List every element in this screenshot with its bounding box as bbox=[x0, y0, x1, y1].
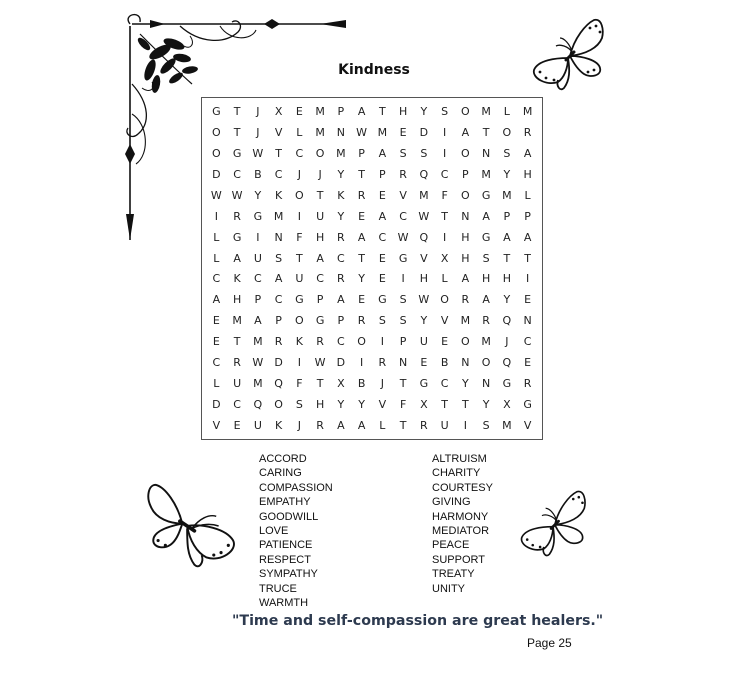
grid-cell: E bbox=[441, 335, 449, 349]
grid-cell: H bbox=[502, 272, 512, 286]
grid-cell: T bbox=[358, 251, 365, 265]
quote: "Time and self-compassion are great healers." bbox=[232, 613, 604, 629]
grid-cell: A bbox=[316, 251, 324, 265]
grid-cell: M bbox=[315, 104, 325, 118]
grid-cell: C bbox=[212, 356, 221, 370]
grid-cell: L bbox=[379, 419, 386, 433]
grid-cell: Y bbox=[337, 167, 345, 181]
word-search-grid bbox=[201, 97, 543, 440]
grid-cell: W bbox=[418, 293, 430, 307]
word-list-item: EMPATHY bbox=[259, 496, 311, 509]
grid-cell: H bbox=[523, 167, 532, 181]
grid-cell: L bbox=[441, 272, 448, 286]
grid-cell: R bbox=[337, 272, 345, 286]
word-list-right bbox=[432, 452, 493, 596]
grid-cell: T bbox=[524, 251, 531, 265]
grid-cell: U bbox=[233, 377, 242, 391]
butterfly-icon bbox=[146, 480, 238, 572]
grid-cell: A bbox=[482, 293, 490, 307]
grid-cell: G bbox=[232, 230, 242, 244]
grid-cell: J bbox=[318, 167, 322, 181]
grid-cell: T bbox=[503, 251, 511, 265]
grid-cell: P bbox=[275, 314, 282, 328]
grid-cell: C bbox=[274, 293, 283, 307]
grid-cell: T bbox=[233, 125, 241, 139]
grid-cell: R bbox=[357, 188, 366, 202]
grid-cell: L bbox=[296, 125, 303, 139]
grid-cell: Q bbox=[419, 167, 429, 181]
grid-cell: W bbox=[356, 125, 368, 139]
grid-cell: C bbox=[378, 230, 387, 244]
grid-cell: F bbox=[441, 188, 448, 202]
grid-cell: A bbox=[482, 209, 490, 223]
grid-cell: K bbox=[275, 419, 283, 433]
grid-cell: M bbox=[502, 419, 512, 433]
grid-cell: M bbox=[336, 146, 346, 160]
grid-cell: I bbox=[360, 356, 364, 370]
grid-cell: R bbox=[316, 335, 324, 349]
word-list-item: TRUCE bbox=[259, 582, 297, 595]
grid-cell: L bbox=[524, 188, 531, 202]
grid-cell: W bbox=[252, 146, 264, 160]
grid-cell: I bbox=[443, 230, 447, 244]
grid-cell: X bbox=[274, 104, 283, 118]
grid-cell: C bbox=[254, 272, 262, 286]
grid-cell: E bbox=[212, 314, 220, 328]
grid-cell: G bbox=[212, 104, 221, 118]
grid-cell: X bbox=[420, 398, 428, 412]
grid-cell: C bbox=[295, 146, 304, 160]
grid-cell: H bbox=[398, 104, 408, 118]
grid-cell: Q bbox=[253, 398, 263, 412]
grid-cell: O bbox=[274, 398, 283, 412]
grid-cell: Y bbox=[358, 272, 365, 286]
grid-cell: C bbox=[440, 377, 449, 391]
grid-cell: R bbox=[316, 419, 324, 433]
grid-cell: U bbox=[295, 272, 304, 286]
grid-cell: P bbox=[337, 104, 345, 118]
grid-cell: P bbox=[358, 146, 365, 160]
grid-cell: G bbox=[295, 293, 304, 307]
grid-cell: I bbox=[297, 209, 301, 223]
grid-cell: T bbox=[358, 167, 365, 181]
grid-cell: R bbox=[420, 419, 428, 433]
grid-cell: R bbox=[233, 356, 241, 370]
grid-cell: D bbox=[212, 167, 221, 181]
grid-cell: E bbox=[233, 419, 241, 433]
grid-cell: O bbox=[295, 314, 304, 328]
grid-cell: M bbox=[253, 335, 263, 349]
grid-cell: M bbox=[460, 314, 471, 328]
grid-cell: N bbox=[461, 356, 470, 370]
grid-cell: B bbox=[254, 167, 262, 181]
grid-cell: E bbox=[524, 356, 532, 370]
grid-cell: E bbox=[378, 188, 386, 202]
grid-cell: Q bbox=[502, 314, 512, 328]
grid-cell: W bbox=[210, 188, 222, 202]
grid-cell: N bbox=[523, 314, 532, 328]
grid-cell: O bbox=[440, 293, 449, 307]
grid-cell: A bbox=[461, 125, 470, 139]
grid-cell: A bbox=[461, 272, 470, 286]
grid-cell: T bbox=[233, 335, 241, 349]
grid-cell: T bbox=[462, 398, 469, 412]
grid-cell: P bbox=[524, 209, 531, 223]
grid-cell: R bbox=[274, 335, 283, 349]
grid-cell: R bbox=[337, 230, 345, 244]
grid-cell: A bbox=[337, 419, 345, 433]
grid-cell: B bbox=[357, 377, 366, 391]
grid-cell: T bbox=[399, 377, 407, 391]
grid-cell: U bbox=[316, 209, 325, 223]
grid-cell: W bbox=[231, 188, 243, 202]
grid-cell: N bbox=[482, 377, 491, 391]
grid-cell: O bbox=[502, 125, 512, 139]
grid-cell: G bbox=[232, 146, 242, 160]
grid-cell: A bbox=[212, 293, 221, 307]
grid-cell: O bbox=[461, 188, 470, 202]
grid-cell: K bbox=[337, 188, 345, 202]
butterfly-icon bbox=[518, 488, 588, 558]
grid-cell: D bbox=[212, 398, 221, 412]
word-list-item: TREATY bbox=[432, 568, 475, 581]
grid-cell: B bbox=[440, 356, 449, 370]
grid-cell: S bbox=[295, 398, 303, 412]
word-list-item: UNITY bbox=[432, 582, 465, 595]
grid-cell: C bbox=[399, 209, 407, 223]
grid-cell: O bbox=[481, 356, 491, 370]
grid-cell: M bbox=[481, 104, 491, 118]
grid-cell: R bbox=[523, 125, 532, 139]
grid-cell: T bbox=[441, 398, 448, 412]
grid-cell: O bbox=[461, 146, 470, 160]
grid-cell: R bbox=[523, 377, 532, 391]
word-list-item: CARING bbox=[259, 467, 302, 480]
grid-cell: E bbox=[212, 335, 220, 349]
word-list-item: ACCORD bbox=[259, 453, 307, 465]
grid-cell: W bbox=[418, 209, 430, 223]
grid-cell: Q bbox=[419, 230, 429, 244]
grid-cell: G bbox=[378, 293, 387, 307]
grid-cell: T bbox=[316, 188, 324, 202]
grid-cell: O bbox=[461, 335, 470, 349]
grid-cell: K bbox=[233, 272, 241, 286]
grid-cell: O bbox=[295, 188, 304, 202]
grid-cell: R bbox=[399, 167, 407, 181]
grid-cell: A bbox=[378, 146, 387, 160]
grid-cell: C bbox=[233, 398, 241, 412]
grid-cell: O bbox=[315, 146, 325, 160]
grid-cell: A bbox=[274, 272, 283, 286]
grid-cell: J bbox=[297, 167, 301, 181]
grid-cell: R bbox=[378, 356, 387, 370]
grid-cell: H bbox=[461, 251, 470, 265]
grid-cell: W bbox=[252, 356, 264, 370]
grid-cell: S bbox=[503, 146, 511, 160]
grid-cell: A bbox=[378, 209, 387, 223]
grid-cell: S bbox=[420, 146, 428, 160]
grid-cell: A bbox=[337, 293, 345, 307]
word-list-item: HARMONY bbox=[432, 510, 489, 523]
grid-cell: Y bbox=[337, 398, 345, 412]
grid-cell: G bbox=[419, 377, 429, 391]
grid-cell: L bbox=[213, 251, 220, 265]
grid-cell: Y bbox=[420, 314, 428, 328]
grid-cell: G bbox=[315, 314, 325, 328]
grid-cell: I bbox=[297, 356, 301, 370]
grid-cell: A bbox=[357, 419, 366, 433]
grid-cell: N bbox=[482, 146, 491, 160]
word-list-item: PATIENCE bbox=[259, 539, 313, 552]
grid-cell: V bbox=[399, 188, 407, 202]
grid-cell: L bbox=[503, 104, 510, 118]
grid-cell: S bbox=[482, 419, 490, 433]
word-list-item: GIVING bbox=[432, 496, 471, 509]
grid-cell: W bbox=[397, 230, 409, 244]
grid-cell: T bbox=[379, 104, 386, 118]
word-list-item: LOVE bbox=[259, 525, 289, 538]
grid-cell: S bbox=[399, 314, 407, 328]
grid-cell: K bbox=[295, 335, 303, 349]
grid-cell: R bbox=[461, 293, 470, 307]
grid-cell: A bbox=[233, 251, 241, 265]
grid-cell: W bbox=[314, 356, 326, 370]
grid-cell: S bbox=[399, 146, 407, 160]
grid-cell: I bbox=[214, 209, 218, 223]
grid-cell: E bbox=[524, 293, 532, 307]
grid-cell: V bbox=[212, 419, 221, 433]
grid-cell: T bbox=[399, 419, 407, 433]
grid-cell: R bbox=[482, 314, 490, 328]
grid-cell: O bbox=[212, 146, 221, 160]
word-list-item: GOODWILL bbox=[259, 510, 319, 523]
grid-cell: G bbox=[253, 209, 263, 223]
grid-cell: L bbox=[213, 377, 220, 391]
grid-cell: A bbox=[523, 230, 532, 244]
grid-cell: Q bbox=[274, 377, 283, 391]
grid-cell: H bbox=[419, 272, 429, 286]
word-list-item: CHARITY bbox=[432, 467, 481, 480]
grid-cell: R bbox=[233, 209, 241, 223]
grid-cell: O bbox=[212, 125, 221, 139]
page-number: Page 25 bbox=[527, 636, 572, 650]
grid-cell: V bbox=[523, 419, 532, 433]
grid-cell: Y bbox=[503, 293, 511, 307]
grid-cell: V bbox=[274, 125, 283, 139]
grid-cell: S bbox=[378, 314, 386, 328]
grid-cell: F bbox=[296, 230, 303, 244]
grid-cell: A bbox=[523, 146, 532, 160]
grid-cell: C bbox=[274, 167, 283, 181]
word-list-item: RESPECT bbox=[259, 553, 311, 566]
grid-cell: J bbox=[297, 419, 301, 433]
grid-cell: X bbox=[503, 398, 511, 412]
grid-cell: M bbox=[522, 104, 533, 118]
grid-cell: L bbox=[213, 230, 220, 244]
grid-cell: E bbox=[358, 209, 366, 223]
grid-cell: T bbox=[296, 251, 303, 265]
grid-cell: H bbox=[461, 230, 470, 244]
grid-cell: P bbox=[379, 167, 386, 181]
grid-cell: Y bbox=[482, 398, 490, 412]
grid-cell: P bbox=[337, 314, 345, 328]
grid-cell: J bbox=[380, 377, 384, 391]
grid-cell: Y bbox=[462, 377, 469, 391]
grid-cell: G bbox=[502, 377, 512, 391]
grid-cell: S bbox=[275, 251, 283, 265]
grid-cell: A bbox=[357, 230, 366, 244]
grid-cell: M bbox=[481, 335, 491, 349]
grid-cell: C bbox=[316, 272, 324, 286]
word-list-item: MEDIATOR bbox=[432, 525, 490, 538]
word-list-item: ALTRUISM bbox=[432, 453, 487, 465]
grid-cell: U bbox=[440, 419, 449, 433]
grid-cell: J bbox=[505, 335, 509, 349]
grid-cell: G bbox=[481, 188, 491, 202]
grid-cell: I bbox=[401, 272, 405, 286]
grid-cell: U bbox=[253, 419, 262, 433]
grid-cell: Y bbox=[254, 188, 262, 202]
grid-cell: S bbox=[399, 293, 407, 307]
grid-cell: I bbox=[380, 335, 384, 349]
grid-cell: D bbox=[419, 125, 429, 139]
grid-cell: V bbox=[420, 251, 428, 265]
grid-cell: T bbox=[233, 104, 241, 118]
grid-cell: M bbox=[481, 167, 491, 181]
word-list-item: COURTESY bbox=[432, 481, 493, 494]
grid-cell: S bbox=[441, 104, 449, 118]
grid-cell: O bbox=[461, 104, 470, 118]
grid-cell: E bbox=[399, 125, 407, 139]
grid-cell: F bbox=[296, 377, 303, 391]
grid-cell: I bbox=[526, 272, 530, 286]
grid-cell: M bbox=[419, 188, 429, 202]
grid-cell: Y bbox=[503, 167, 511, 181]
grid-cell: U bbox=[419, 335, 428, 349]
grid-cell: H bbox=[232, 293, 242, 307]
grid-cell: E bbox=[378, 251, 386, 265]
grid-cell: H bbox=[315, 230, 325, 244]
grid-cell: M bbox=[315, 125, 325, 139]
grid-cell: F bbox=[399, 398, 407, 412]
grid-cell: N bbox=[274, 230, 283, 244]
grid-cell: T bbox=[441, 209, 448, 223]
grid-cell: S bbox=[482, 251, 490, 265]
grid-cell: X bbox=[337, 377, 345, 391]
grid-cell: E bbox=[420, 356, 428, 370]
grid-cell: C bbox=[337, 335, 345, 349]
grid-cell: I bbox=[443, 146, 447, 160]
grid-cell: N bbox=[461, 209, 470, 223]
grid-cell: G bbox=[398, 251, 408, 265]
grid-cell: I bbox=[256, 230, 260, 244]
grid-cell: K bbox=[275, 188, 283, 202]
grid-cell: M bbox=[253, 377, 263, 391]
word-list-item: WARMTH bbox=[259, 597, 309, 610]
grid-cell: J bbox=[256, 104, 260, 118]
grid-cell: C bbox=[440, 167, 449, 181]
grid-cell: M bbox=[232, 314, 242, 328]
grid-cell: Y bbox=[358, 398, 365, 412]
grid-cell: A bbox=[357, 104, 366, 118]
grid-cell: P bbox=[316, 293, 324, 307]
grid-cell: C bbox=[233, 167, 241, 181]
grid-cell: N bbox=[399, 356, 408, 370]
grid-cell: M bbox=[377, 125, 388, 139]
grid-cell: T bbox=[316, 377, 324, 391]
grid-cell: J bbox=[256, 125, 260, 139]
grid-cell: E bbox=[378, 272, 386, 286]
grid-cell: Q bbox=[502, 356, 512, 370]
grid-cell: M bbox=[273, 209, 284, 223]
grid-cell: I bbox=[463, 419, 467, 433]
word-list-item: SYMPATHY bbox=[259, 568, 318, 581]
grid-cell: H bbox=[481, 272, 491, 286]
grid-cell: A bbox=[254, 314, 262, 328]
grid-cell: E bbox=[295, 104, 303, 118]
grid-cell: O bbox=[357, 335, 366, 349]
grid-cell: P bbox=[503, 209, 511, 223]
grid-cell: M bbox=[502, 188, 512, 202]
grid-cell: V bbox=[378, 398, 387, 412]
word-list-item: PEACE bbox=[432, 539, 470, 552]
grid-cell: H bbox=[315, 398, 325, 412]
grid-cell: U bbox=[253, 251, 262, 265]
grid-cell: P bbox=[399, 335, 407, 349]
grid-cell: P bbox=[462, 167, 469, 181]
grid-cell: D bbox=[274, 356, 283, 370]
word-list-item: COMPASSION bbox=[259, 481, 333, 494]
grid-cell: C bbox=[523, 335, 532, 349]
grid-cell: G bbox=[523, 398, 532, 412]
word-list-left bbox=[259, 452, 333, 610]
grid-cell: I bbox=[443, 125, 447, 139]
grid-cell: Y bbox=[337, 209, 345, 223]
grid-cell: E bbox=[358, 293, 366, 307]
page-title: Kindness bbox=[338, 62, 410, 78]
grid-cell: Y bbox=[420, 104, 428, 118]
grid-cell: G bbox=[481, 230, 491, 244]
grid-cell: A bbox=[503, 230, 511, 244]
butterfly-icon bbox=[530, 16, 606, 92]
grid-cell: X bbox=[440, 251, 449, 265]
word-list-item: SUPPORT bbox=[432, 553, 485, 566]
grid-cell: V bbox=[440, 314, 449, 328]
grid-cell: C bbox=[337, 251, 345, 265]
grid-cell: R bbox=[357, 314, 366, 328]
grid-cell: T bbox=[275, 146, 282, 160]
grid-cell: P bbox=[254, 293, 262, 307]
grid-cell: T bbox=[482, 125, 490, 139]
grid-cell: C bbox=[212, 272, 221, 286]
grid-cell: D bbox=[336, 356, 346, 370]
grid-cell: N bbox=[336, 125, 345, 139]
